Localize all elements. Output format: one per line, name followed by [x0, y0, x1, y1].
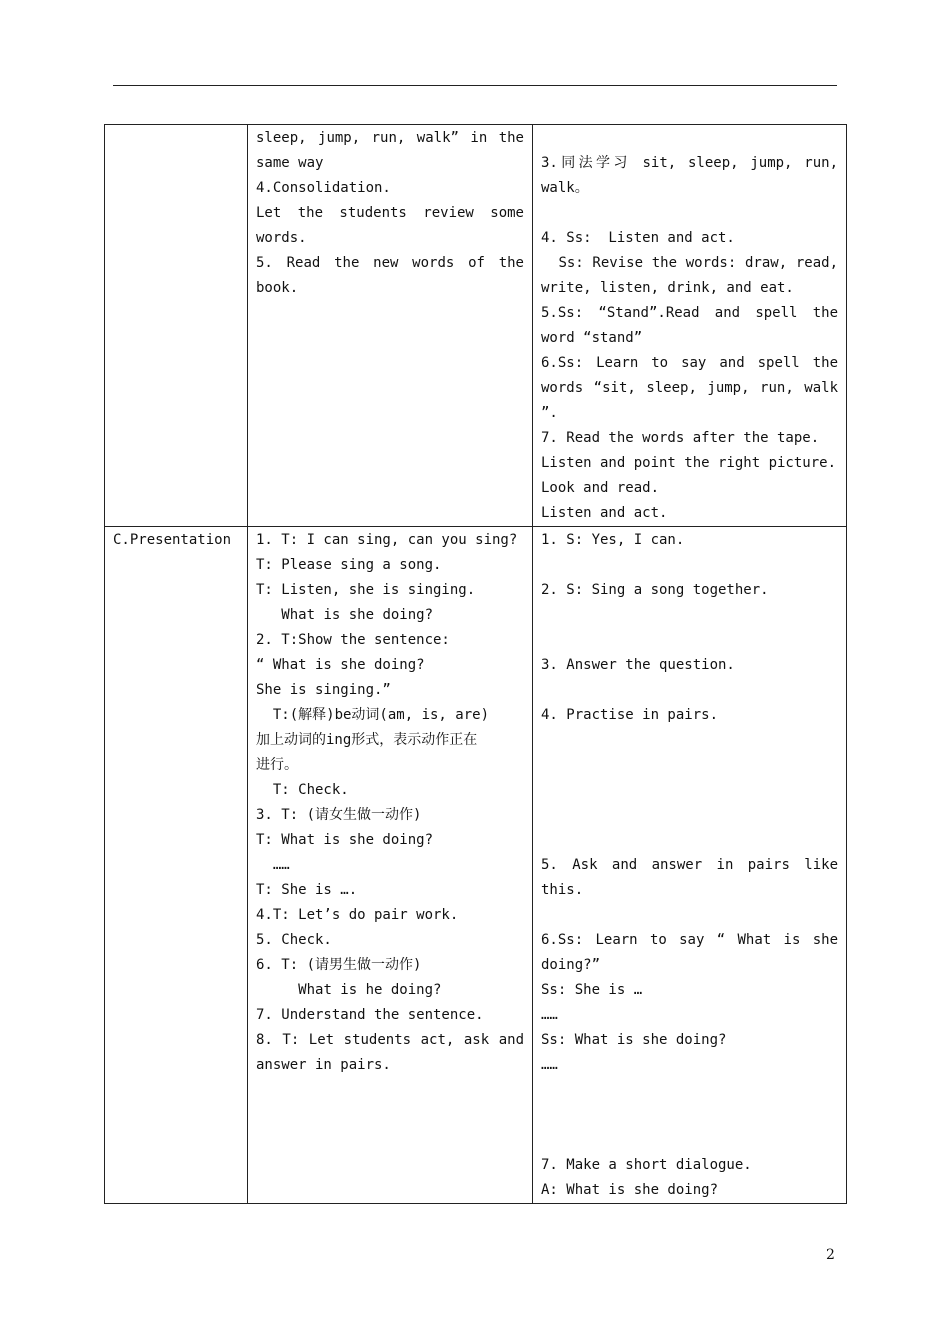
text-line	[541, 903, 838, 928]
lesson-plan-table	[104, 124, 847, 1204]
text-line: doing?”	[541, 957, 601, 973]
text-line: T: She is ….	[256, 882, 358, 898]
stage-label: C.Presentation	[113, 532, 232, 548]
text-line: A: What is she doing?	[541, 1182, 719, 1198]
text-line: 6. T: (请男生做一动作)	[256, 957, 422, 973]
text-line: this.	[541, 882, 584, 898]
text-line: walk。	[541, 180, 589, 196]
text-line: T: Listen, she is singing.	[256, 582, 476, 598]
stage-label	[113, 126, 239, 151]
text-line: ”.	[541, 405, 558, 421]
text-line: Ss: What is she doing?	[541, 1032, 727, 1048]
text-line: Listen and point the right picture.	[541, 455, 837, 471]
text-line	[541, 1078, 838, 1103]
text-line: 7. Make a short dialogue.	[541, 1157, 752, 1173]
text-line	[541, 803, 838, 828]
text-line	[541, 728, 838, 753]
text-line	[541, 1128, 838, 1153]
text-line: 6.Ss: Learn to say and spell the	[541, 355, 838, 371]
text-line: T: What is she doing?	[256, 832, 434, 848]
text-line	[541, 753, 838, 778]
teacher-activity-cell	[248, 125, 533, 527]
text-line: write, listen, drink, and eat.	[541, 280, 794, 296]
text-line: 5. Check.	[256, 932, 332, 948]
text-line: 3.同法学习 sit, sleep, jump, run,	[541, 155, 838, 171]
text-line: ……	[541, 1057, 558, 1073]
text-line: sleep, jump, run, walk” in the	[256, 130, 524, 146]
text-line	[541, 678, 838, 703]
stage-cell	[105, 125, 248, 527]
text-line: ……	[541, 1007, 558, 1023]
text-line: What is she doing?	[256, 607, 434, 623]
table-row	[105, 125, 847, 527]
text-line: 1. T: I can sing, can you sing?	[256, 532, 518, 548]
text-line: 5.Ss: “Stand”.Read and spell the	[541, 305, 838, 321]
text-line: 2. T:Show the sentence:	[256, 632, 450, 648]
text-line: 3. Answer the question.	[541, 657, 735, 673]
text-line: Let the students review some	[256, 205, 524, 221]
text-line: 1. S: Yes, I can.	[541, 532, 685, 548]
text-line	[541, 1103, 838, 1128]
student-activity-cell	[533, 125, 847, 527]
text-line: same way	[256, 155, 324, 171]
text-line: 7. Understand the sentence.	[256, 1007, 484, 1023]
text-line: word “stand”	[541, 330, 643, 346]
text-line: 5. Read the new words of the	[256, 255, 524, 271]
text-line: 4. Ss: Listen and act.	[541, 230, 735, 246]
text-line	[541, 778, 838, 803]
text-line: 4.T: Let’s do pair work.	[256, 907, 459, 923]
teacher-activity-cell	[248, 527, 533, 1204]
text-line: Ss: She is …	[541, 982, 643, 998]
page-number: 2	[826, 1247, 835, 1263]
text-line: She is singing.”	[256, 682, 391, 698]
text-line	[541, 603, 838, 628]
text-line: words “sit, sleep, jump, run, walk	[541, 380, 838, 396]
table-row	[105, 527, 847, 1204]
text-line	[541, 828, 838, 853]
text-line	[541, 628, 838, 653]
text-line: 加上动词的ing形式，表示动作正在	[256, 732, 478, 748]
text-line: 3. T: (请女生做一动作)	[256, 807, 422, 823]
text-line: Look and read.	[541, 480, 660, 496]
stage-cell	[105, 527, 248, 1204]
text-line: 进行。	[256, 757, 298, 773]
student-activity-cell	[533, 527, 847, 1204]
text-line: 2. S: Sing a song together.	[541, 582, 769, 598]
text-line: “ What is she doing?	[256, 657, 425, 673]
text-line: 4. Practise in pairs.	[541, 707, 719, 723]
text-line	[541, 201, 838, 226]
text-line: book.	[256, 280, 299, 296]
text-line: words.	[256, 230, 307, 246]
text-line: Listen and act.	[541, 505, 668, 521]
header-rule	[113, 85, 837, 86]
text-line: What is he doing?	[256, 982, 442, 998]
text-line: 6.Ss: Learn to say “ What is she	[541, 932, 838, 948]
text-line	[541, 126, 838, 151]
text-line: T: Check.	[256, 782, 349, 798]
text-line: T: Please sing a song.	[256, 557, 442, 573]
text-line	[541, 553, 838, 578]
text-line: 7. Read the words after the tape.	[541, 430, 820, 446]
text-line: answer in pairs.	[256, 1057, 391, 1073]
text-line: 4.Consolidation.	[256, 180, 391, 196]
text-line: 8. T: Let students act, ask and	[256, 1032, 524, 1048]
text-line: 5. Ask and answer in pairs like	[541, 857, 838, 873]
text-line: ……	[256, 857, 290, 873]
text-line: Ss: Revise the words: draw, read,	[541, 255, 839, 271]
text-line: T:(解释)be动词(am, is, are)	[256, 707, 490, 723]
